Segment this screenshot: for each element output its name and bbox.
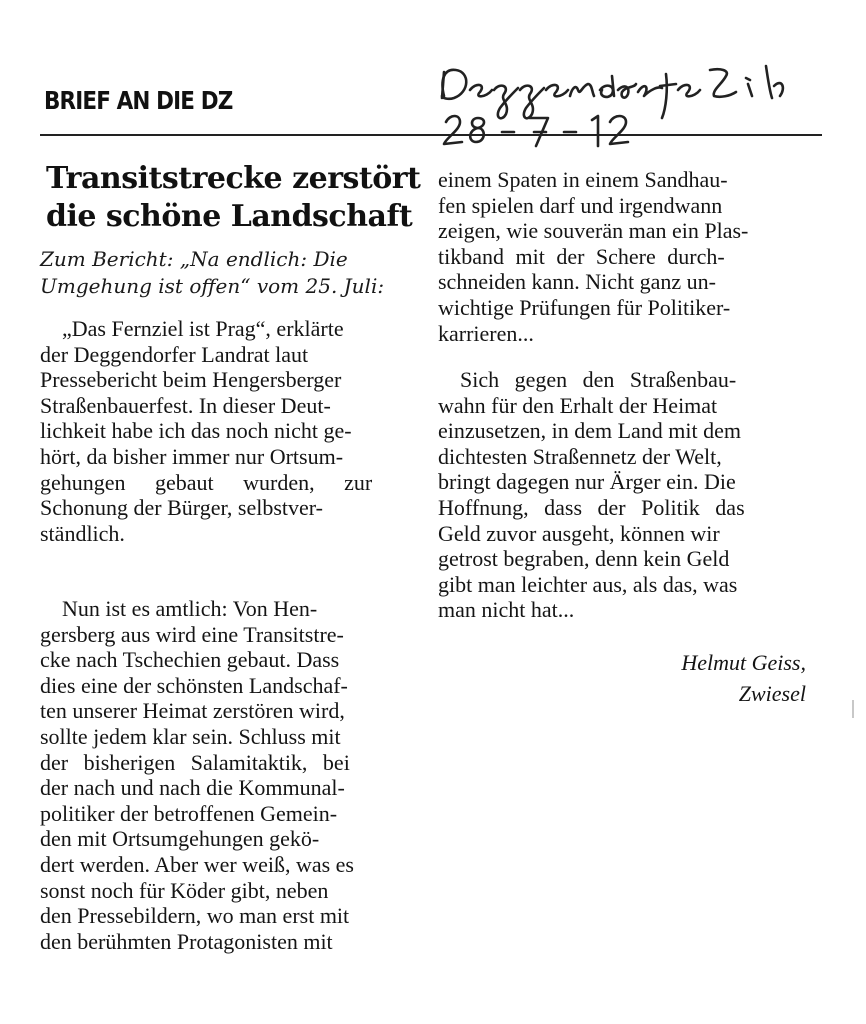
text-line: den Pressebildern, wo man erst mit xyxy=(40,903,350,929)
headline-line: die schöne Landschaft xyxy=(46,199,413,234)
text-line: dert werden. Aber wer weiß, was es xyxy=(40,851,354,877)
text-line: einem Spaten in einem Sandhau- xyxy=(438,167,728,192)
author-name: Helmut Geiss, xyxy=(681,650,806,675)
text-line: sollte jedem klar sein. Schluss mit xyxy=(40,723,341,749)
text-line: gersberg aus wird eine Transitstre- xyxy=(40,621,344,647)
text-line: Straßenbauerfest. In dieser Deut- xyxy=(40,392,331,418)
subheading-line: Zum Bericht: „Na endlich: Die xyxy=(40,247,348,271)
text-line: den berühmten Protagonisten mit xyxy=(40,928,333,954)
text-line: Geld zuvor ausgeht, können wir xyxy=(438,520,720,546)
handwritten-annotation xyxy=(430,56,810,156)
author-location: Zwiesel xyxy=(738,681,806,706)
text-line: den mit Ortsumgehungen gekö- xyxy=(40,826,320,852)
headline-line: Transitstrecke zerstört xyxy=(46,161,421,196)
text-line: politiker der betroffenen Gemein- xyxy=(40,800,338,826)
right-paragraph-2 xyxy=(438,367,818,623)
text-line: der Deggendorfer Landrat laut xyxy=(40,341,309,367)
text-line: getrost begraben, denn kein Geld xyxy=(438,546,730,572)
article-subheading xyxy=(40,246,420,300)
text-line: der nach und nach die Kommunal- xyxy=(40,775,345,801)
text-line: Schonung der Bürger, selbstver- xyxy=(40,495,323,521)
left-paragraph-2 xyxy=(40,596,420,954)
text-line: der bisherigen Salamitaktik, bei xyxy=(40,749,350,775)
header-rule xyxy=(40,134,822,136)
text-line: gibt man leichter aus, als das, was xyxy=(438,571,738,597)
text-line: Sich gegen den Straßenbau- xyxy=(460,367,737,392)
text-line: wichtige Prüfungen für Politiker- xyxy=(438,294,731,320)
left-paragraph-1 xyxy=(40,316,420,546)
text-line: „Das Fernziel ist Prag“, erklärte xyxy=(62,316,344,341)
text-line: dichtesten Straßennetz der Welt, xyxy=(438,443,722,469)
text-line: tikband mit der Schere durch- xyxy=(438,243,725,269)
text-line: dies eine der schönsten Landschaf- xyxy=(40,672,348,698)
text-line: zeigen, wie souverän man ein Plas- xyxy=(438,218,749,244)
text-line: schneiden kann. Nicht ganz un- xyxy=(438,269,716,295)
text-line: karrieren... xyxy=(438,320,534,346)
text-line: hört, da bisher immer nur Ortsum- xyxy=(40,443,344,469)
text-line: einzusetzen, in dem Land mit dem xyxy=(438,418,742,444)
right-paragraph-1 xyxy=(438,167,818,346)
text-line: fen spielen darf und irgendwann xyxy=(438,192,723,218)
text-line: bringt dagegen nur Ärger ein. Die xyxy=(438,469,736,495)
section-rubric: BRIEF AN DIE DZ xyxy=(44,86,233,115)
text-line: ten unserer Heimat zerstören wird, xyxy=(40,698,345,724)
subheading-line: Umgehung ist offen“ vom 25. Juli: xyxy=(40,274,385,298)
text-line: ständlich. xyxy=(40,520,125,546)
scan-edge-mark xyxy=(852,700,854,718)
text-line: Nun ist es amtlich: Von Hen- xyxy=(62,596,318,621)
article-headline xyxy=(46,160,426,236)
text-line: Hoffnung, dass der Politik das xyxy=(438,494,745,520)
text-line: Pressebericht beim Hengersberger xyxy=(40,367,342,393)
text-line: gehungen gebaut wurden, zur xyxy=(40,469,373,495)
text-line: man nicht hat... xyxy=(438,597,575,623)
text-line: cke nach Tschechien gebaut. Dass xyxy=(40,647,340,673)
text-line: sonst noch für Köder gibt, neben xyxy=(40,877,329,903)
text-line: wahn für den Erhalt der Heimat xyxy=(438,392,718,418)
text-line: lichkeit habe ich das noch nicht ge- xyxy=(40,418,352,444)
